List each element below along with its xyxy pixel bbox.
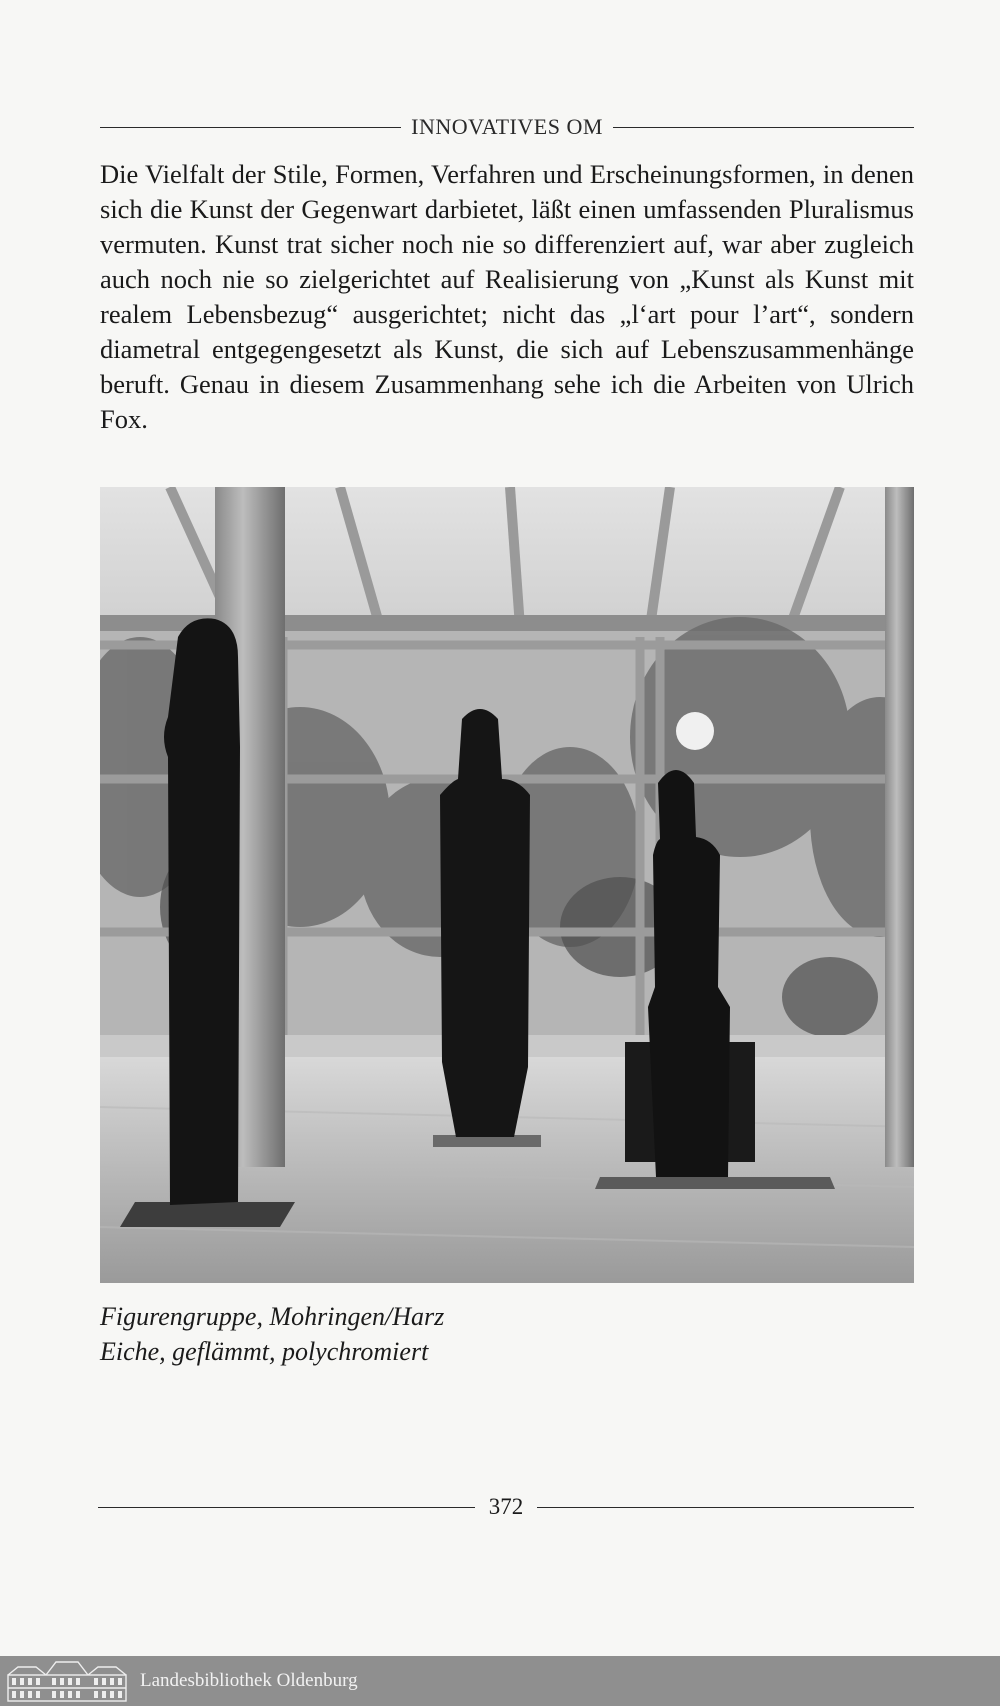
photo-illustration — [100, 487, 914, 1283]
header-rule-left — [100, 127, 401, 128]
figure-caption — [100, 1299, 914, 1369]
header-rule-right — [613, 127, 914, 128]
body-paragraph: Die Vielfalt der Stile, Formen, Verfahren und Erscheinungsformen, in denen sich die Kunst der Gegenwart darbietet, läßt einen umfassenden Pluralismus vermuten. Kunst trat sicher noch nie so differenziert auf, war aber zugleich auch noch nie so zielgerichtet auf Realisierung von „Kunst als Kunst mit realem Lebensbezug“ ausgerichtet; nicht das „l‘art pour l’art“, sondern diametral entgegengesetzt als Kunst, die sich auf Lebenszusammenhänge beruft. Genau in diesem Zusammenhang sehe ich die Arbeiten von Ulrich Fox. — [100, 159, 914, 434]
running-title: INNOVATIVES OM — [411, 114, 603, 139]
page-number: 372 — [488, 1494, 524, 1519]
footer-rule-left — [98, 1507, 475, 1508]
caption-material: Eiche, geflämmt, polychromiert — [100, 1337, 429, 1366]
library-name: Landesbibliothek Oldenburg — [140, 1670, 358, 1691]
caption-title: Figurengruppe, Mohringen/Harz — [100, 1302, 445, 1331]
running-header — [100, 112, 914, 142]
library-bar — [0, 1656, 1000, 1706]
footer-rule-right — [537, 1507, 914, 1508]
library-building-icon — [6, 1659, 128, 1703]
sculpture-photograph — [100, 487, 914, 1283]
page-footer — [98, 1490, 914, 1524]
